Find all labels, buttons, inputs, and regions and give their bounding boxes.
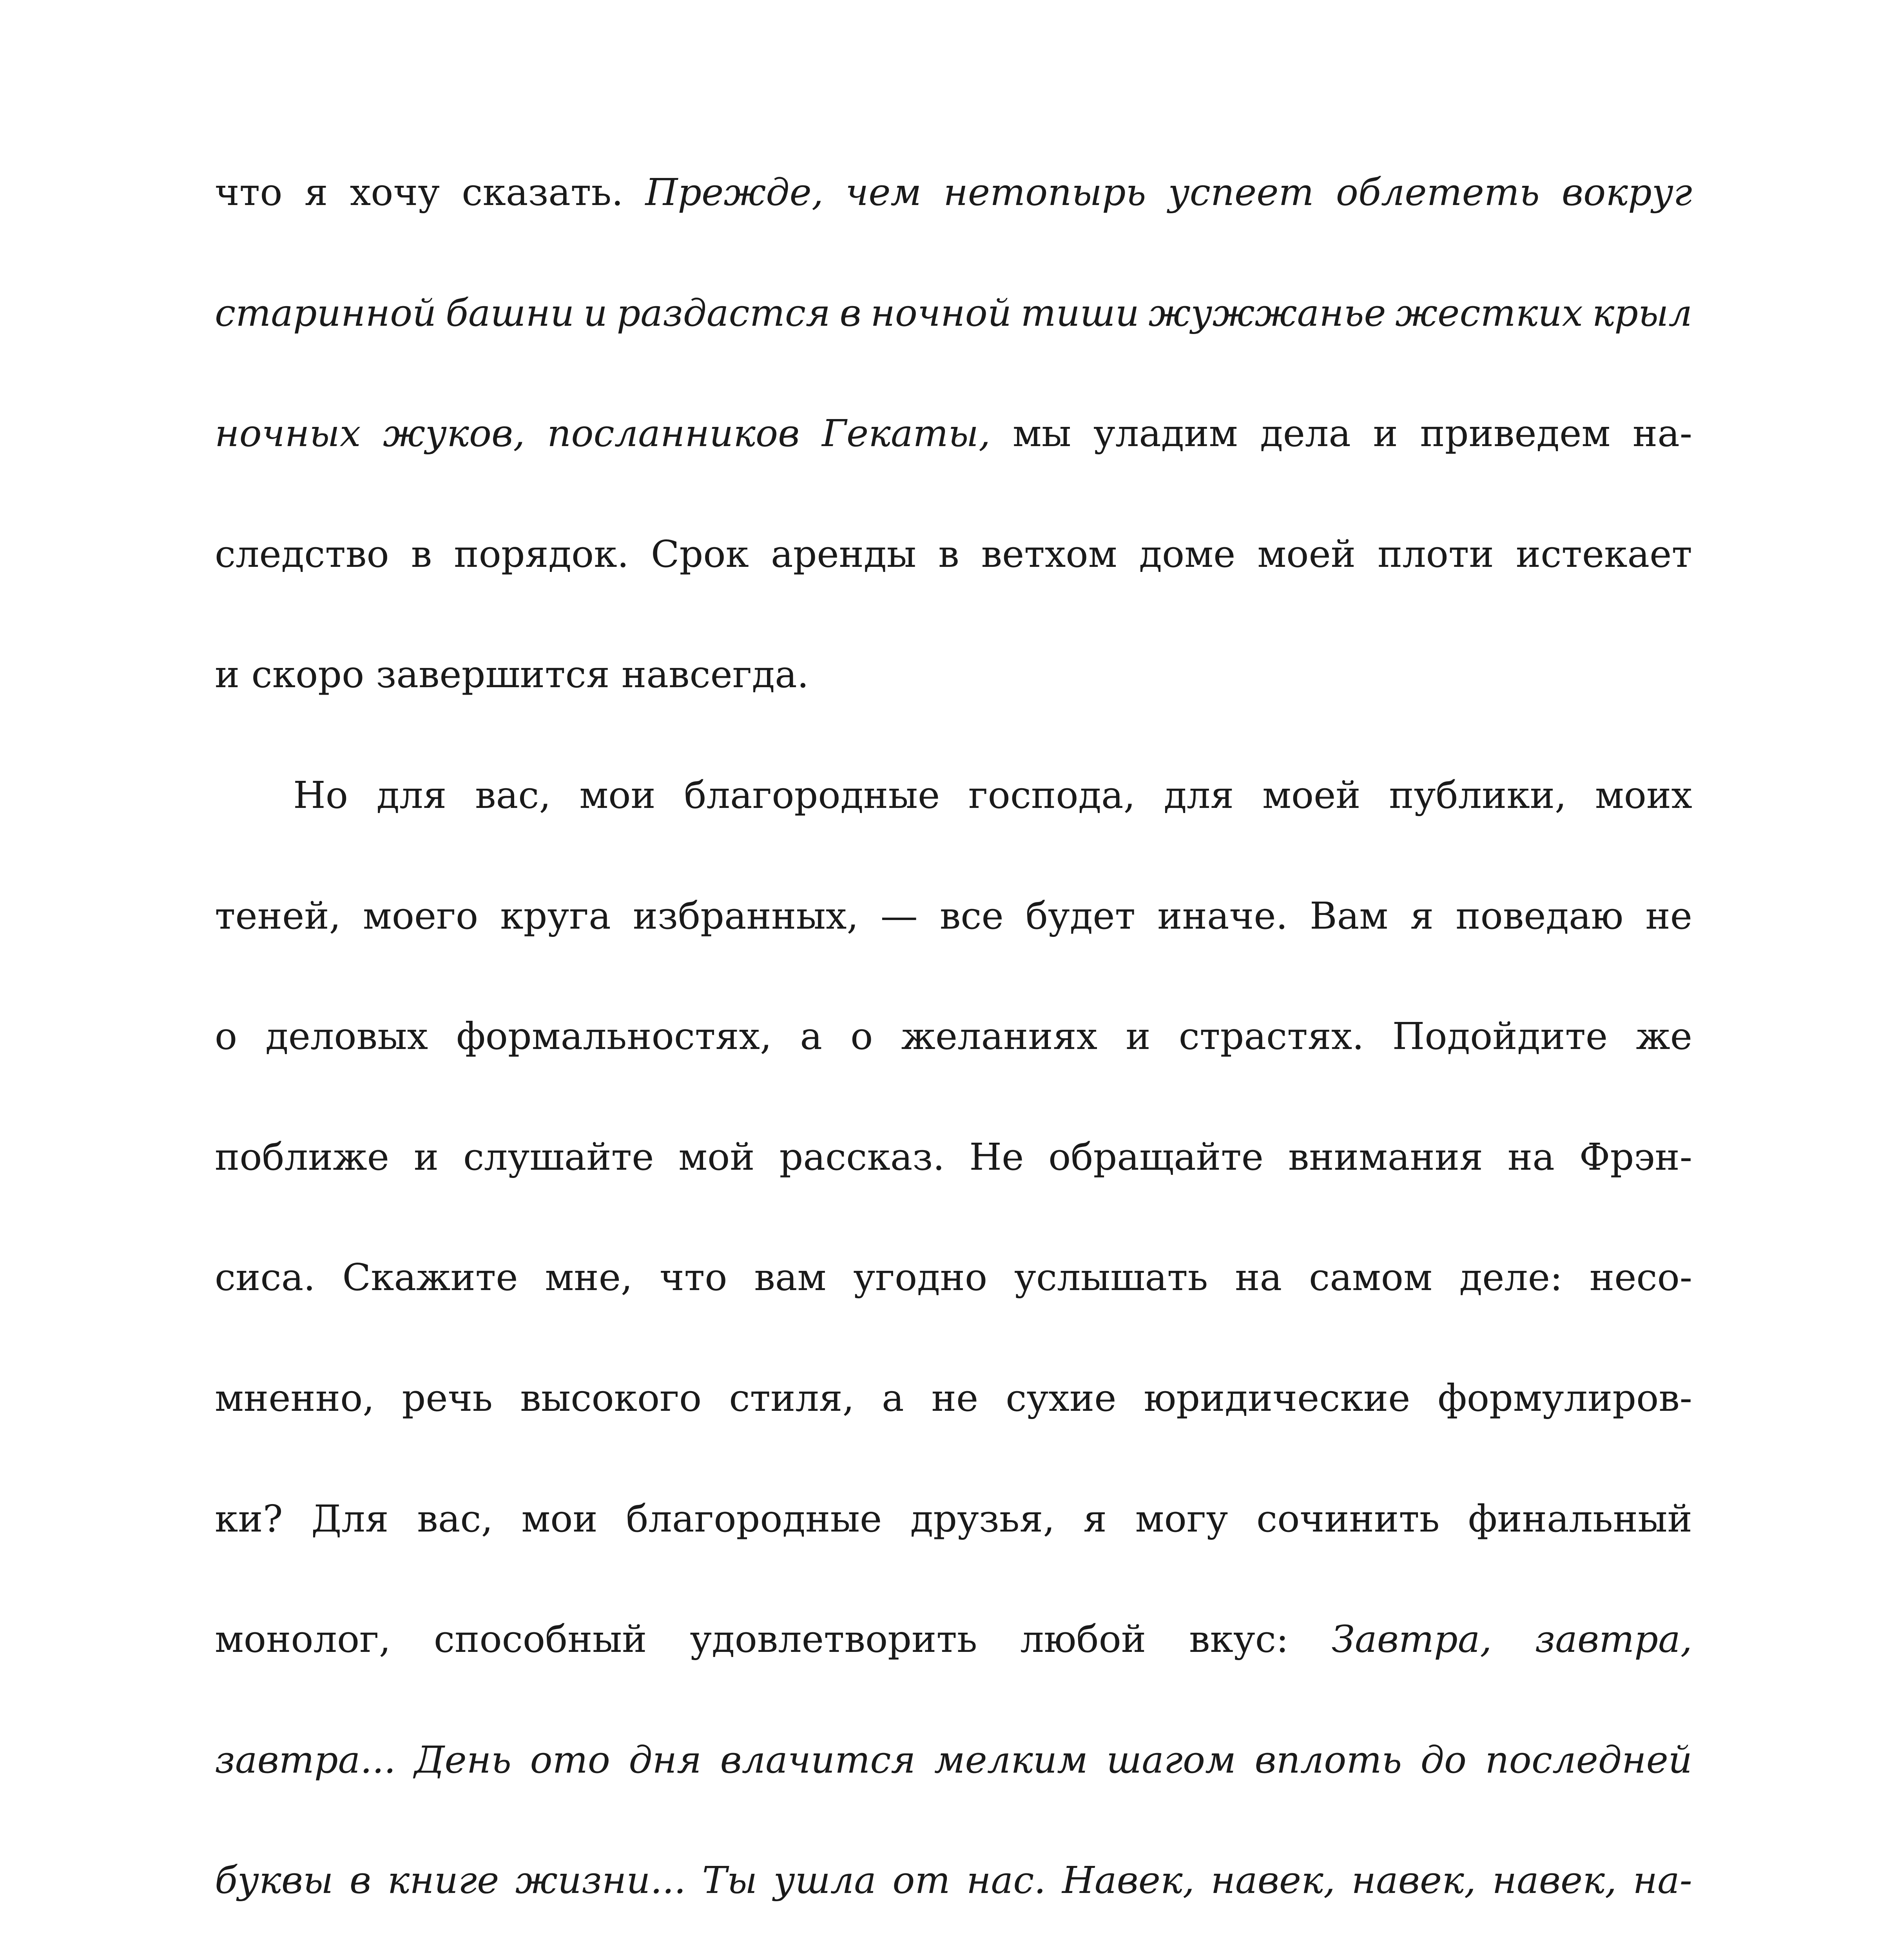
word: избранных,: [633, 894, 859, 938]
word: крыл: [1592, 291, 1692, 335]
word: мне,: [545, 1256, 633, 1299]
word: Не: [969, 1135, 1024, 1179]
word: формулиров-: [1438, 1376, 1692, 1420]
word: завтра,: [1535, 1618, 1692, 1661]
word: сиса.: [215, 1256, 315, 1299]
word: ки?: [215, 1497, 283, 1541]
word: и: [583, 291, 607, 335]
word: моей: [1257, 532, 1356, 576]
word: и: [413, 1135, 439, 1179]
word: облететь: [1336, 171, 1540, 214]
word: [1182, 1941, 1206, 1960]
word: и: [1126, 1015, 1151, 1058]
word: рассказ.: [779, 1135, 945, 1179]
word: Скажите: [342, 1256, 518, 1299]
word: угодно: [853, 1256, 988, 1299]
word: монолог,: [215, 1618, 391, 1661]
word: аренды: [770, 532, 917, 576]
word: ветхом: [981, 532, 1117, 576]
word: а: [881, 1376, 904, 1420]
word: влачится: [720, 1738, 916, 1782]
word: для: [1164, 773, 1234, 817]
word: моих: [1595, 773, 1692, 817]
word: господа,: [968, 773, 1135, 817]
word: нетопырь: [943, 171, 1146, 214]
word: вокруг: [1561, 171, 1692, 214]
word: о: [215, 1015, 237, 1058]
text-line: [215, 494, 1692, 615]
word: доме: [1139, 532, 1236, 576]
word: порядок.: [454, 532, 629, 576]
word: же: [1636, 1015, 1692, 1058]
word: на-: [1632, 412, 1692, 456]
word: удовлетворить: [690, 1618, 977, 1661]
word: мелким: [934, 1738, 1088, 1782]
word: я: [304, 171, 328, 214]
word: навек,: [1351, 1859, 1476, 1902]
word: Ты: [702, 1859, 758, 1902]
text-line: [215, 1459, 1692, 1580]
word: друзья,: [910, 1497, 1055, 1541]
word: книге: [387, 1859, 499, 1902]
word: чем: [845, 171, 922, 214]
text-line: [215, 735, 1692, 856]
word: приведем: [1420, 412, 1611, 456]
word: несо-: [1589, 1256, 1692, 1299]
word: навсегда.: [622, 653, 809, 697]
word: завтра...: [215, 1738, 396, 1782]
text-line: [215, 1579, 1692, 1700]
word: [888, 1941, 1048, 1960]
word: [1479, 1941, 1544, 1960]
word: Навек,: [1062, 1859, 1195, 1902]
word: деле:: [1459, 1256, 1563, 1299]
word: вкус:: [1189, 1618, 1289, 1661]
word: не: [1645, 894, 1692, 938]
word: вас,: [417, 1497, 493, 1541]
word: могу: [1135, 1497, 1228, 1541]
word: моей: [1262, 773, 1361, 817]
word: мненно,: [215, 1376, 375, 1420]
text-line: [215, 615, 1692, 735]
text-line: [215, 132, 1692, 253]
word: шагом: [1106, 1738, 1236, 1782]
word: [507, 1941, 671, 1960]
word: что: [215, 171, 283, 214]
word: на: [1507, 1135, 1555, 1179]
word: последней: [1485, 1738, 1692, 1782]
word: мои: [579, 773, 656, 817]
word: посланников: [547, 412, 800, 456]
text-line: [215, 1338, 1692, 1459]
word: [330, 1941, 496, 1960]
word: в: [938, 532, 959, 576]
word: [1422, 1941, 1468, 1960]
text-line: [215, 1218, 1692, 1338]
word: жизни...: [515, 1859, 686, 1902]
word: жестких: [1395, 291, 1583, 335]
word: завершится: [376, 653, 622, 697]
word: благородные: [684, 773, 940, 817]
text-line: [215, 1097, 1692, 1218]
word: —: [880, 894, 918, 938]
word: высокого: [520, 1376, 702, 1420]
word: деловых: [265, 1015, 428, 1058]
word: истекает: [1515, 532, 1692, 576]
word: юридические: [1144, 1376, 1410, 1420]
word: Прежде,: [645, 171, 824, 214]
text-line: [215, 1941, 1692, 1960]
word: для: [376, 773, 447, 817]
word: в: [411, 532, 432, 576]
word: в: [839, 291, 861, 335]
word: дня: [629, 1738, 702, 1782]
word: моего: [363, 894, 479, 938]
word: ночных: [215, 412, 361, 456]
word: я: [1410, 894, 1434, 938]
word: вплоть: [1254, 1738, 1402, 1782]
word: [215, 1941, 319, 1960]
word: День: [414, 1738, 512, 1782]
word: сухие: [1006, 1376, 1117, 1420]
word: вам: [754, 1256, 827, 1299]
word: на: [1235, 1256, 1282, 1299]
word: все: [939, 894, 1004, 938]
word: [1059, 1941, 1081, 1960]
word: сказать.: [462, 171, 624, 214]
word: внимания: [1288, 1135, 1483, 1179]
word: жуков,: [383, 412, 525, 456]
word: ночной: [870, 291, 1012, 335]
word: башни: [445, 291, 575, 335]
word: публики,: [1389, 773, 1567, 817]
word: нас.: [966, 1859, 1046, 1902]
word: благородные: [626, 1497, 882, 1541]
word: [682, 1941, 877, 1960]
word: [1603, 1941, 1692, 1960]
word: речь: [402, 1376, 493, 1420]
word: в: [349, 1859, 372, 1902]
word: Подойдите: [1392, 1015, 1608, 1058]
word: [1216, 1941, 1410, 1960]
word: и: [1373, 412, 1398, 456]
word: формальностях,: [456, 1015, 772, 1058]
text-line: [215, 856, 1692, 977]
word: самом: [1309, 1256, 1432, 1299]
word: иначе.: [1157, 894, 1288, 938]
word: слушайте: [463, 1135, 654, 1179]
text-line: [215, 374, 1692, 494]
word: обращайте: [1048, 1135, 1264, 1179]
word: круга: [500, 894, 611, 938]
word: до: [1420, 1738, 1467, 1782]
word: финальный: [1468, 1497, 1692, 1541]
word: сочинить: [1256, 1497, 1440, 1541]
word: о: [850, 1015, 873, 1058]
word: мы: [1012, 412, 1071, 456]
word: Завтра,: [1331, 1618, 1492, 1661]
text-line: [215, 1700, 1692, 1821]
word: и: [215, 653, 252, 697]
word: [1555, 1941, 1592, 1960]
text-line: [215, 253, 1692, 374]
word: навек,: [1492, 1859, 1617, 1902]
word: что: [660, 1256, 727, 1299]
word: теней,: [215, 894, 341, 938]
word: скоро: [251, 653, 376, 697]
word: стиля,: [729, 1376, 854, 1420]
word: Срок: [651, 532, 749, 576]
word: хочу: [350, 171, 440, 214]
word: вас,: [475, 773, 551, 817]
word: будет: [1025, 894, 1136, 938]
word: раздастся: [616, 291, 830, 335]
word: жужжанье: [1148, 291, 1386, 335]
word: Но: [293, 773, 348, 817]
word: желаниях: [901, 1015, 1098, 1058]
word: Гекаты,: [822, 412, 991, 456]
body-text: [215, 132, 1692, 1960]
word: от: [892, 1859, 950, 1902]
word: успеет: [1168, 171, 1314, 214]
word: [1092, 1941, 1171, 1960]
word: Для: [311, 1497, 389, 1541]
word: навек,: [1211, 1859, 1336, 1902]
word: старинной: [215, 291, 437, 335]
word: не: [931, 1376, 979, 1420]
word: любой: [1020, 1618, 1146, 1661]
word: дела: [1260, 412, 1351, 456]
word: ото: [530, 1738, 610, 1782]
word: я: [1083, 1497, 1107, 1541]
word: а: [800, 1015, 823, 1058]
text-line: [215, 1820, 1692, 1941]
word: буквы: [215, 1859, 334, 1902]
word: услышать: [1014, 1256, 1208, 1299]
word: поведаю: [1456, 894, 1624, 938]
word: на-: [1633, 1859, 1692, 1902]
word: Вам: [1309, 894, 1389, 938]
word: уладим: [1093, 412, 1238, 456]
word: страстях.: [1178, 1015, 1364, 1058]
word: мои: [521, 1497, 598, 1541]
word: поближе: [215, 1135, 389, 1179]
word: плоти: [1378, 532, 1494, 576]
word: способный: [433, 1618, 647, 1661]
word: тиши: [1021, 291, 1139, 335]
word: ушла: [773, 1859, 876, 1902]
word: следство: [215, 532, 389, 576]
text-line: [215, 976, 1692, 1097]
word: мой: [678, 1135, 755, 1179]
word: Фрэн-: [1579, 1135, 1692, 1179]
